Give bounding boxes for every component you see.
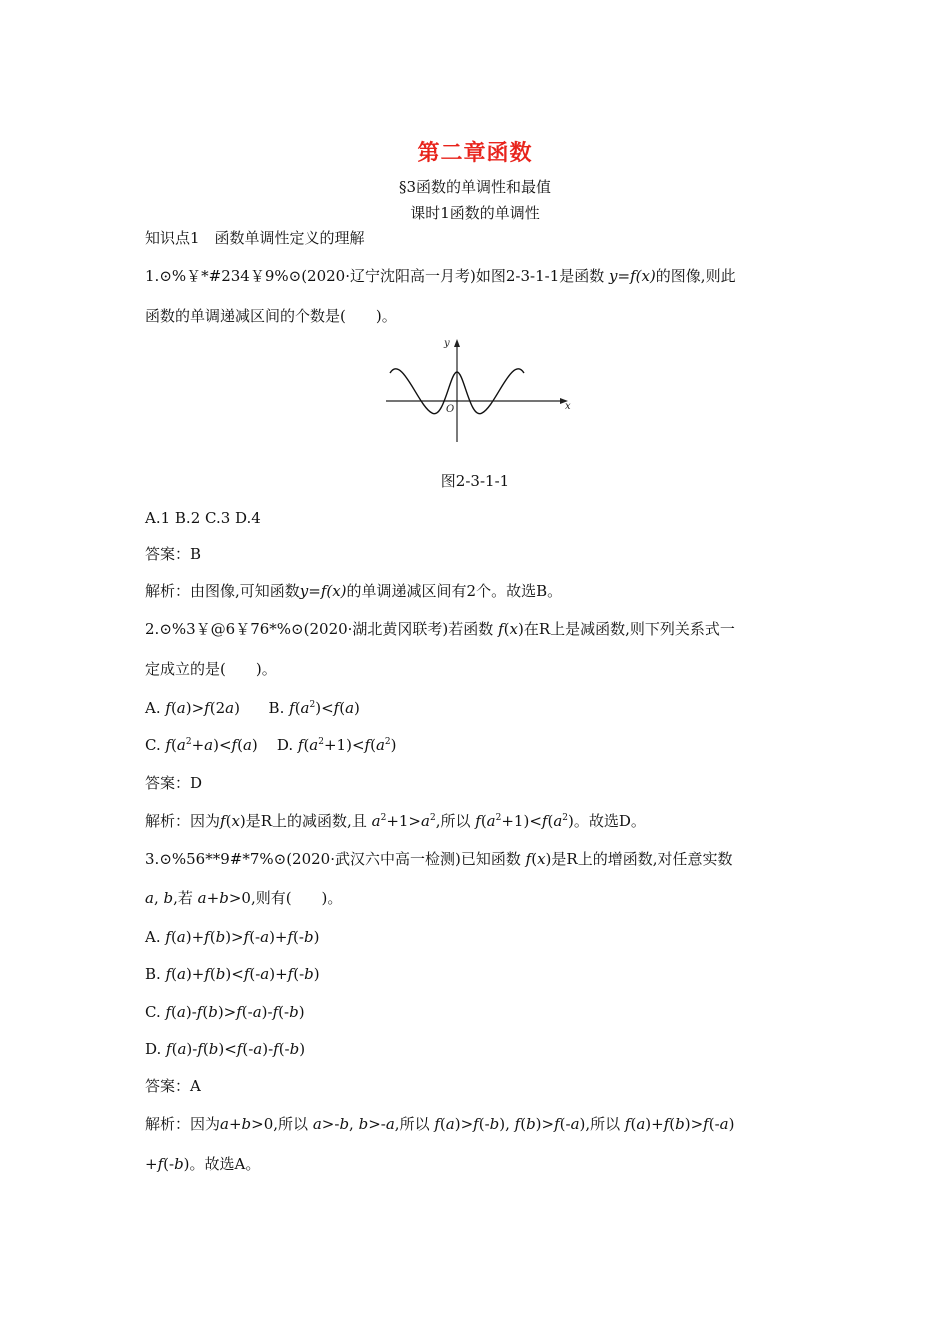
section-title: §3函数的单调性和最值	[398, 178, 552, 196]
q2-num: 2.	[145, 620, 160, 638]
q2-text-a: 若函数	[448, 620, 494, 638]
q2-code: ⊙%3￥@6￥76*%⊙	[159, 620, 304, 638]
q3-line2-a: ,若	[173, 889, 193, 907]
knowledge-point: 知识点1 函数单调性定义的理解	[145, 229, 365, 247]
q3-line2-b: ,则有( )。	[250, 889, 343, 907]
q3-text-a: 已知函数	[460, 850, 521, 868]
q2-text-b: 在R上是减函数,则下列关系式一	[523, 620, 735, 638]
q3-option-d: D. f(a)-f(b)<f(-a)-f(-b)	[145, 1040, 306, 1058]
q1-analysis-a: 解析：由图像,可知函数	[145, 582, 300, 600]
q1-text-a: 如图2-3-1-1是函数	[475, 267, 605, 285]
chapter-title: 第二章函数	[417, 140, 533, 166]
function-graph	[382, 336, 572, 446]
q3-answer: 答案：A	[145, 1077, 201, 1095]
figure-caption: 图2-3-1-1	[440, 472, 510, 490]
q3-num: 3.	[145, 850, 160, 868]
q3-analysis-b: ,所以	[273, 1115, 309, 1133]
q1-line1	[145, 266, 736, 286]
q2-answer: 答案：D	[145, 774, 203, 792]
q2-analysis: 解析：因为f(x)是R上的减函数,且 $a^2+1>a^2$,所以 $f(a^2+1)<f(a^2)$。故选D。	[145, 812, 646, 830]
q1-analysis	[145, 581, 562, 601]
q1-code: ⊙%￥*#234￥9%⊙	[159, 267, 302, 285]
q1-text-b: 的图像,则此	[655, 267, 736, 285]
q2-options-ab: A. f(a)>f(2a) B. $f(a^2)<f(a)$	[145, 699, 360, 717]
q2-line1: 2.⊙%3￥@6￥76*%⊙(2020·湖北黄冈联考)若函数 f(x)在R上是减函数,则下列关系式一	[145, 620, 735, 638]
q1-analysis-b: 的单调递减区间有2个。故选B。	[346, 582, 563, 600]
q3-option-a: A. f(a)+f(b)>f(-a)+f(-b)	[145, 928, 320, 946]
q2-line2: 定成立的是( )。	[145, 660, 277, 678]
y-axis-arrow	[454, 339, 460, 347]
y-axis-label: y	[444, 338, 450, 349]
q2-analysis-d: 。故选D。	[573, 812, 646, 830]
q3-analysis-c: ,所以	[394, 1115, 430, 1133]
q3-option-c: C. f(a)-f(b)>f(-a)-f(-b)	[145, 1003, 305, 1021]
q3-text-b: 是R上的增函数,对任意实数	[551, 850, 733, 868]
q2-analysis-a: 解析：因为	[145, 812, 221, 830]
q3-line1: 3.⊙%56**9#*7%⊙(2020·武汉六中高一检测)已知函数 f(x)是R上的增函数,对任意实数	[145, 850, 733, 868]
q1-source: (2020·辽宁沈阳高一月考)	[301, 267, 476, 285]
q3-option-b: B. f(a)+f(b)<f(-a)+f(-b)	[145, 965, 320, 983]
q1-num: 1.	[145, 267, 160, 285]
q3-analysis-line1: 解析：因为a+b>0,所以 a>-b, b>-a,所以 f(a)>f(-b), f(b)>f(-a),所以 f(a)+f(b)>f(-a)	[145, 1115, 735, 1133]
x-axis-label: x	[565, 401, 571, 412]
origin-label: O	[446, 404, 455, 415]
q3-source: (2020·武汉六中高一检测)	[286, 850, 461, 868]
q3-analysis-line2: +f(-b)。故选A。	[145, 1155, 261, 1173]
q3-code: ⊙%56**9#*7%⊙	[159, 850, 287, 868]
q1-func: y=f(x)	[609, 267, 656, 285]
q1-options: A.1 B.2 C.3 D.4	[145, 509, 261, 527]
q1-analysis-func: y=f(x)	[299, 582, 347, 600]
q2-source: (2020·湖北黄冈联考)	[303, 620, 449, 638]
q2-options-cd: C. $f(a^2+a)<f(a)$ D. $f(a^2+1)<f(a^2)$	[145, 736, 397, 754]
q2-analysis-b: 是R上的减函数,且	[245, 812, 367, 830]
q2-analysis-c: ,所以	[435, 812, 471, 830]
q3-line2: a, b,若 a+b>0,则有( )。	[145, 889, 343, 907]
q3-analysis-a: 解析：因为	[145, 1115, 221, 1133]
q1-line2: 函数的单调递减区间的个数是( )。	[145, 307, 397, 325]
lesson-title: 课时1函数的单调性	[410, 204, 540, 222]
q1-answer: 答案：B	[145, 545, 202, 563]
